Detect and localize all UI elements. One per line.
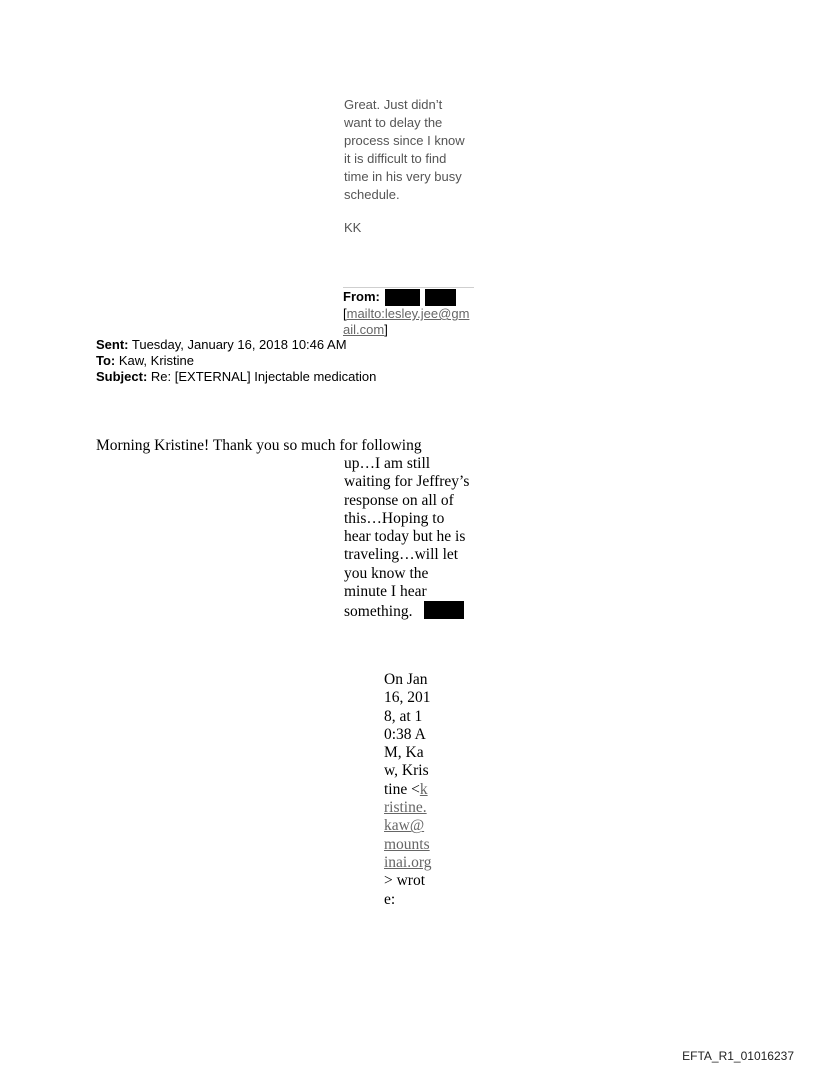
subject-field — [96, 369, 496, 385]
reply-line: process since I know — [344, 133, 465, 148]
document-id: EFTA_R1_01016237 — [682, 1049, 794, 1063]
message-body-first-line: Morning Kristine! Thank you so much for following — [96, 437, 422, 454]
sent-value: Tuesday, January 16, 2018 10:46 AM — [128, 337, 347, 352]
sent-label: Sent: — [96, 337, 129, 352]
subject-value: Re: [EXTERNAL] Injectable medication — [147, 369, 377, 384]
from-email-line — [343, 306, 475, 338]
from-line — [343, 289, 475, 306]
subject-label: Subject: — [96, 369, 148, 384]
from-label: From: — [343, 289, 380, 304]
reply-message — [344, 96, 474, 237]
reply-line: time in his very busy — [344, 169, 462, 184]
message-body-text: up…I am still waiting for Jeffrey’s response on all of this…Hoping to hear today but he is traveling…will let you know the minute I hear something. — [344, 455, 470, 621]
reply-line: Great. Just didn’t — [344, 97, 443, 112]
from-header — [343, 289, 475, 338]
bracket-close: ] — [384, 322, 388, 338]
quoted-attribution — [384, 671, 432, 909]
quote-text: On Jan 16, 2018, at 10:38 AM, Kaw, Kristine < — [384, 671, 431, 798]
email-header-fields — [96, 337, 496, 385]
quote-email-link[interactable]: kristine.kaw@mountsinai.org — [384, 780, 432, 871]
redaction-block — [385, 289, 420, 306]
reply-line: it is difficult to find — [344, 151, 447, 166]
redaction-block — [425, 289, 456, 306]
redaction-block — [424, 601, 464, 619]
header-divider — [343, 287, 474, 288]
reply-signature: KK — [344, 220, 362, 235]
reply-line: want to delay the — [344, 115, 443, 130]
to-field — [96, 353, 496, 369]
message-body — [344, 455, 474, 622]
sent-field — [96, 337, 496, 353]
reply-line: schedule. — [344, 187, 400, 202]
bracket-open: [ — [343, 306, 347, 322]
quote-text-end: > wrote: — [384, 872, 426, 908]
to-value: Kaw, Kristine — [115, 353, 195, 368]
from-email-link[interactable]: mailto:lesley.jee@gmail.com — [343, 306, 470, 338]
to-label: To: — [96, 353, 116, 368]
